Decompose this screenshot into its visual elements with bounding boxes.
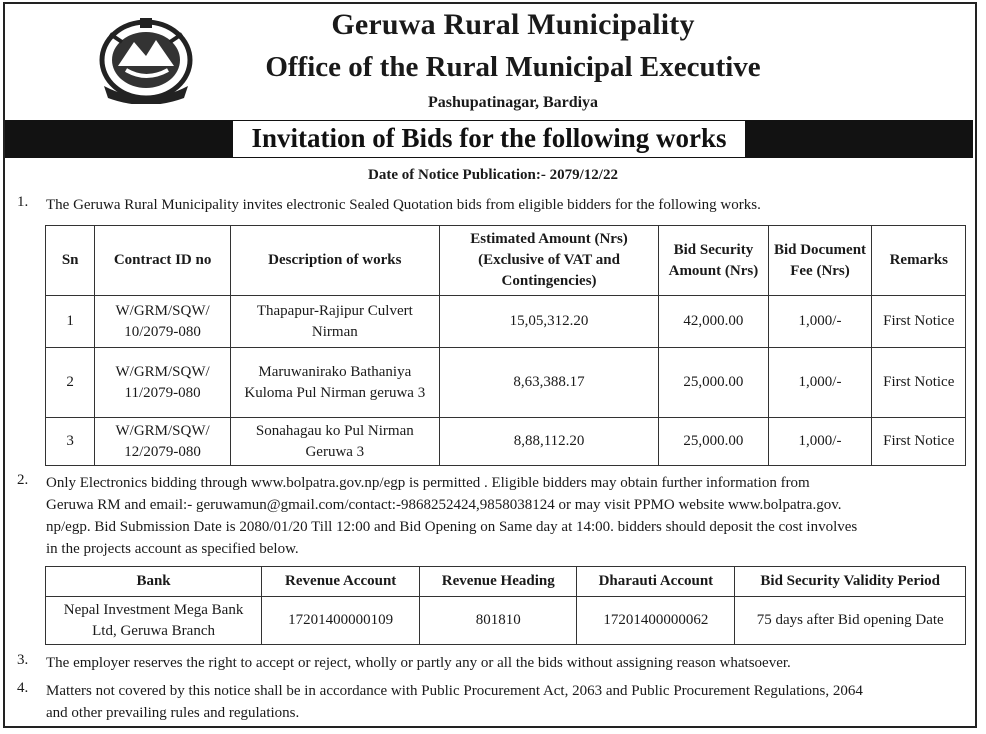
header-validity-period: Bid Security Validity Period [735, 567, 966, 597]
table-row [46, 296, 966, 348]
cell-remarks: First Notice [872, 348, 966, 418]
cell-contract-id: W/GRM/SQW/ 10/2079-080 [95, 296, 230, 348]
para2-number: 2. [17, 472, 29, 488]
cell-estimated-amount: 8,63,388.17 [439, 348, 658, 418]
cell-dharauti-account: 17201400000062 [577, 597, 735, 645]
para1-text: The Geruwa Rural Municipality invites electronic Sealed Quotation bids from eligible bidders for the following works. [46, 197, 761, 213]
cell-revenue-heading: 801810 [420, 597, 577, 645]
cell-remarks: First Notice [872, 296, 966, 348]
para2-line: np/egp. Bid Submission Date is 2080/01/20 Till 12:00 and Bid Opening on Same day at 14:00. bidders should deposit the cost involves [46, 519, 858, 535]
header-description: Description of works [230, 226, 439, 296]
cell-document-fee: 1,000/- [768, 348, 872, 418]
header-revenue-heading: Revenue Heading [420, 567, 577, 597]
header-document-fee: Bid Document Fee (Nrs) [768, 226, 872, 296]
cell-bid-security: 42,000.00 [659, 296, 768, 348]
cell-contract-id: W/GRM/SQW/ 11/2079-080 [95, 348, 230, 418]
address: Pashupatinagar, Bardiya [427, 94, 599, 111]
cell-estimated-amount: 8,88,112.20 [439, 418, 658, 466]
table-row [46, 418, 966, 466]
header-estimated-amount: Estimated Amount (Nrs) (Exclusive of VAT and Contingencies) [439, 226, 658, 296]
works-table-header [46, 226, 966, 296]
para4-line: and other prevailing rules and regulations. [46, 705, 300, 721]
banner-text: Invitation of Bids for the following works [233, 121, 744, 157]
header-contract-id: Contract ID no [95, 226, 230, 296]
header-bank: Bank [46, 567, 262, 597]
cell-remarks: First Notice [872, 418, 966, 466]
cell-description: Sonahagau ko Pul Nirman Geruwa 3 [230, 418, 439, 466]
header-remarks: Remarks [872, 226, 966, 296]
cell-description: Thapapur-Rajipur Culvert Nirman [230, 296, 439, 348]
cell-bank: Nepal Investment Mega Bank Ltd, Geruwa Branch [46, 597, 262, 645]
cell-sn: 2 [46, 348, 95, 418]
para4-number: 4. [17, 680, 29, 696]
cell-bid-security: 25,000.00 [659, 418, 768, 466]
bank-table-header [46, 567, 966, 597]
table-row [46, 597, 966, 645]
bid-invitation-banner [5, 120, 973, 158]
header-revenue-account: Revenue Account [262, 567, 420, 597]
cell-revenue-account: 17201400000109 [262, 597, 420, 645]
para2-line: Only Electronics bidding through www.bolpatra.gov.np/egp is permitted . Eligible bidders may obtain further information from [46, 475, 810, 491]
office-title: Office of the Rural Municipal Executive [265, 51, 761, 83]
para4-line: Matters not covered by this notice shall be in accordance with Public Procurement Act, 2063 and Public Procurement Regulations, 2064 [46, 683, 863, 699]
cell-document-fee: 1,000/- [768, 418, 872, 466]
para1-number: 1. [17, 194, 29, 210]
notice-publication-date: Date of Notice Publication:- 2079/12/22 [368, 167, 618, 183]
para2-line: Geruwa RM and email:- geruwamun@gmail.com/contact:-9868252424,9858038124 or may visit PPMO website www.bolpatra.gov. [46, 497, 842, 513]
cell-description: Maruwanirako Bathaniya Kuloma Pul Nirman geruwa 3 [230, 348, 439, 418]
bank-account-table [45, 566, 966, 645]
header-dharauti-account: Dharauti Account [577, 567, 735, 597]
para2-line: in the projects account as specified below. [46, 541, 299, 557]
municipality-title: Geruwa Rural Municipality [331, 8, 695, 41]
table-row [46, 348, 966, 418]
cell-sn: 1 [46, 296, 95, 348]
works-table [45, 225, 966, 466]
header-sn: Sn [46, 226, 95, 296]
cell-validity-period: 75 days after Bid opening Date [735, 597, 966, 645]
cell-contract-id: W/GRM/SQW/ 12/2079-080 [95, 418, 230, 466]
header-bid-security: Bid Security Amount (Nrs) [659, 226, 768, 296]
para2-text [46, 472, 966, 560]
para4-text [46, 680, 966, 724]
cell-estimated-amount: 15,05,312.20 [439, 296, 658, 348]
para3-text: The employer reserves the right to accept or reject, wholly or partly any or all the bids without assigning reason whatsoever. [46, 655, 791, 671]
cell-sn: 3 [46, 418, 95, 466]
cell-bid-security: 25,000.00 [659, 348, 768, 418]
para3-number: 3. [17, 652, 29, 668]
cell-document-fee: 1,000/- [768, 296, 872, 348]
